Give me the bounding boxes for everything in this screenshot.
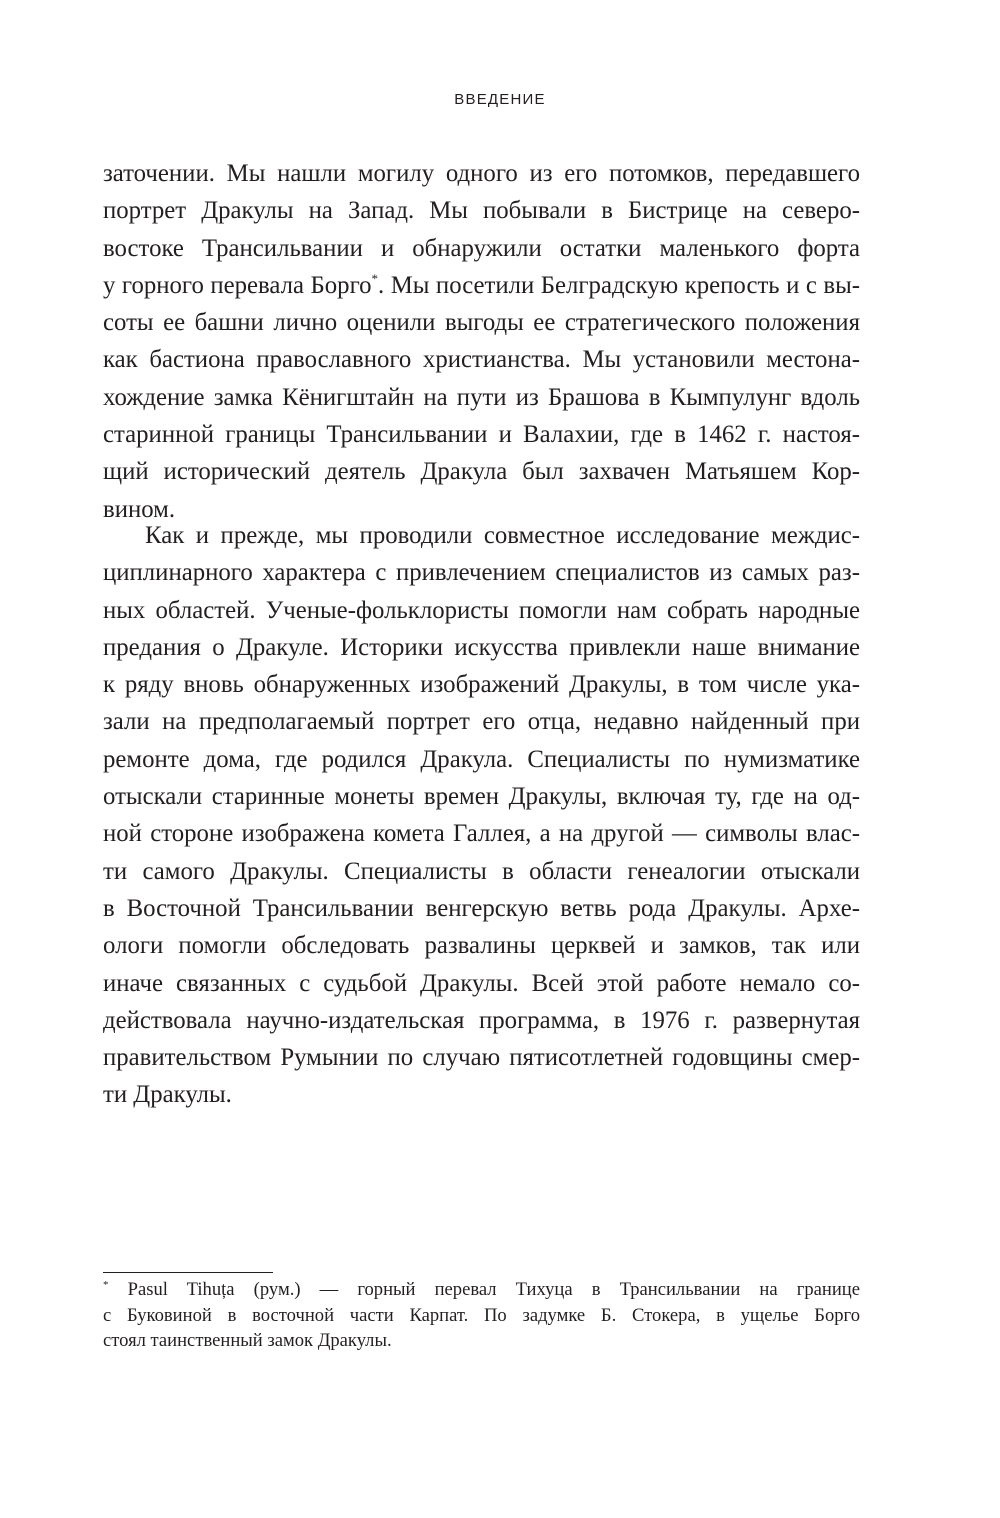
paragraph-2	[103, 517, 860, 1114]
text-line: вином.	[103, 495, 176, 523]
text-line: ти самого Дракулы. Специалисты в области генеалогии отыскали	[103, 857, 860, 885]
footnote-text: Pasul Tihuța (рум.) — горный перевал Тихуца в Трансильвании на границе	[127, 1279, 860, 1300]
text-line: востоке Трансильвании и обнаружили остатки маленького форта	[103, 234, 860, 262]
text-line: отыскали старинные монеты времен Дракулы, включая ту, где на од-	[103, 783, 860, 811]
text-line: щий исторический деятель Дракула был захвачен Матьяшем Кор-	[103, 458, 860, 486]
text-line: соты ее башни лично оценили выгоды ее стратегического положения	[103, 309, 860, 337]
text-line: Как и прежде, мы проводили совместное исследование междис-	[145, 522, 860, 549]
footnote	[103, 1277, 860, 1354]
text-line: правительством Румынии по случаю пятисотлетней годовщины смер-	[103, 1044, 860, 1072]
text-line: как бастиона православного христианства. Мы установили местона-	[103, 346, 860, 374]
text-line: в Восточной Трансильвании венгерскую ветвь рода Дракулы. Архе-	[103, 894, 860, 922]
text-line: ремонте дома, где родился Дракула. Специалисты по нумизматике	[103, 745, 860, 773]
text-line: ных областей. Ученые-фольклористы помогли нам собрать народные	[103, 596, 860, 624]
text-line: хождение замка Кёнигштайн на пути из Брашова в Кымпулунг вдоль	[103, 383, 860, 411]
text-line: циплинарного характера с привлечением специалистов из самых раз-	[103, 559, 860, 587]
text-line: ти Дракулы.	[103, 1081, 232, 1109]
text-line: ологи помогли обследовать развалины церквей и замков, так или	[103, 932, 860, 960]
footnote-mark: *	[103, 1279, 109, 1291]
text-line: старинной границы Трансильвании и Валахии, где в 1462 г. настоя-	[103, 421, 860, 449]
footnote-line: с Буковиной в восточной части Карпат. По задумке Б. Стокера, в ущелье Борго	[103, 1304, 860, 1326]
footnote-reference[interactable]: *	[371, 270, 379, 286]
text-line: зали на предполагаемый портрет его отца, недавно найденный при	[103, 708, 860, 736]
text-line: предания о Дракуле. Историки искусства привлекли наше внимание	[103, 633, 860, 661]
text-line: к ряду вновь обнаруженных изображений Дракулы, в том числе ука-	[103, 671, 860, 699]
text-segment: . Мы посетили Белградскую крепость и с вы-	[378, 271, 860, 299]
footnote-divider	[103, 1272, 273, 1273]
text-line: ной стороне изображена комета Галлея, а на другой — символы влас-	[103, 820, 860, 848]
text-line: заточении. Мы нашли могилу одного из его потомков, передавшего	[103, 160, 860, 187]
text-line: портрет Дракулы на Запад. Мы побывали в Бистрице на северо-	[103, 197, 860, 225]
running-header: ВВЕДЕНИЕ	[454, 91, 546, 108]
footnote-line	[103, 1277, 860, 1303]
footnote-line: стоял таинственный замок Дракулы.	[103, 1330, 392, 1352]
text-line: иначе связанных с судьбой Дракулы. Всей этой работе немало со-	[103, 969, 860, 997]
text-line: действовала научно-издательская программа, в 1976 г. развернутая	[103, 1006, 860, 1034]
text-line-with-footnote-ref	[103, 267, 860, 304]
paragraph-1	[103, 155, 860, 528]
text-segment: у горного перевала Борго	[103, 271, 372, 299]
